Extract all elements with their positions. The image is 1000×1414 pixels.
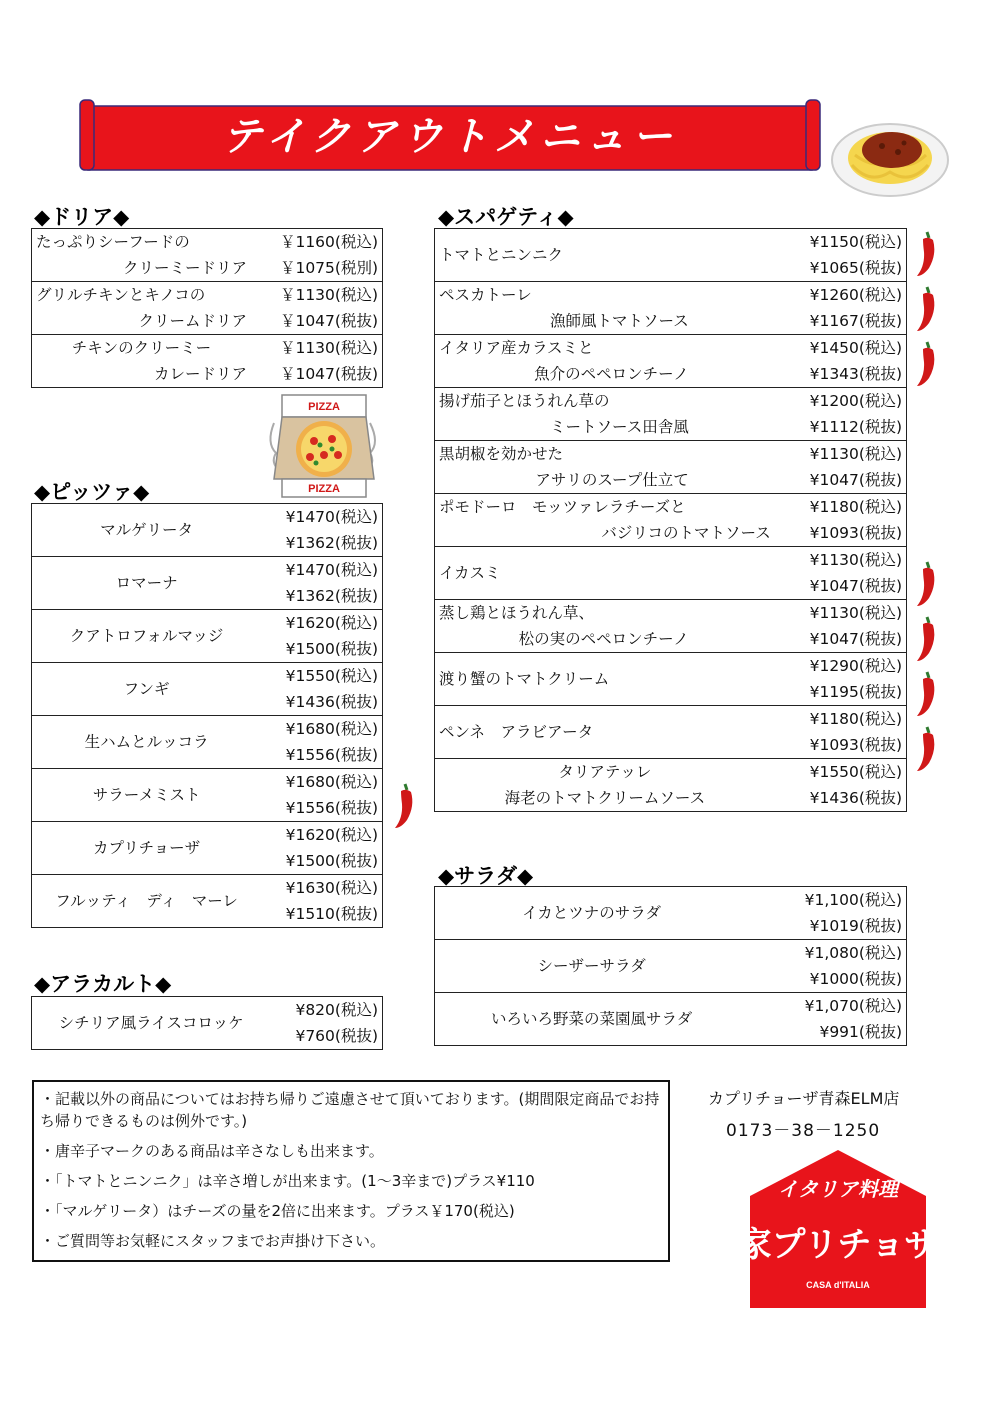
- table-row: [435, 494, 907, 521]
- item-price: ¥1,100(税込): [804, 891, 902, 909]
- table-row: [435, 600, 907, 627]
- table-row: [32, 557, 383, 584]
- item-price: ¥1550(税込): [285, 667, 378, 685]
- table-row: [435, 414, 907, 441]
- item-name: 生ハムとルッコラ: [32, 716, 262, 769]
- table-row: [32, 255, 383, 282]
- chili-pepper-icon: [393, 782, 415, 830]
- table-row: [32, 610, 383, 637]
- table-row: [435, 887, 907, 914]
- item-price: ¥1680(税込): [285, 773, 378, 791]
- item-price: ￥1047(税抜): [279, 365, 378, 383]
- item-name: イカとツナのサラダ: [435, 887, 749, 940]
- item-price: ¥1150(税込): [809, 233, 902, 251]
- item-price: ¥1362(税抜): [261, 583, 382, 610]
- item-price: ¥1130(税込): [809, 445, 902, 463]
- page-title: テイクアウトメニュー: [222, 114, 678, 160]
- table-row: [435, 467, 907, 494]
- item-price: ￥1130(税込): [279, 339, 378, 357]
- table-row: [435, 441, 907, 468]
- item-price: ¥1500(税抜): [261, 848, 382, 875]
- section-pizza: ◆ピッツァ◆: [34, 480, 150, 504]
- item-price: ¥1556(税抜): [261, 795, 382, 822]
- note-line: ・「トマトとニンニク」は辛さ増しが出来ます。(1～3辛まで)プラス¥110: [40, 1172, 535, 1190]
- item-name: ミートソース田舎風: [435, 414, 775, 441]
- alacarte-table: [31, 996, 383, 1050]
- item-price: ¥1470(税込): [285, 508, 378, 526]
- table-row: [32, 997, 383, 1024]
- pizza-box-icon: [262, 393, 384, 501]
- item-price: ¥1436(税抜): [809, 789, 902, 807]
- chili-pepper-icon: [915, 285, 937, 333]
- item-name: シーザーサラダ: [435, 940, 749, 993]
- item-name: フンギ: [32, 663, 262, 716]
- item-name: カプリチョーザ: [32, 822, 262, 875]
- item-price: ¥1130(税込): [809, 551, 902, 569]
- item-price: ¥1,070(税込): [804, 997, 902, 1015]
- spaghetti-table: [434, 228, 907, 812]
- item-price: ¥1550(税込): [809, 763, 902, 781]
- table-row: [32, 282, 383, 309]
- chili-pepper-icon: [915, 560, 937, 608]
- item-price: ¥1047(税抜): [775, 467, 907, 494]
- logo-top-text: イタリア料理: [778, 1177, 898, 1201]
- item-price: ¥1450(税込): [809, 339, 902, 357]
- section-doria: ◆ドリア◆: [34, 205, 130, 229]
- item-name: グリルチキンとキノコの: [36, 286, 206, 304]
- table-row: [435, 547, 907, 574]
- pizza-box-bottom-label: PIZZA: [308, 483, 340, 495]
- item-name: ロマーナ: [32, 557, 262, 610]
- item-price: ¥1620(税込): [285, 614, 378, 632]
- table-row: [32, 308, 383, 335]
- doria-table: [31, 228, 383, 388]
- item-price: ¥1065(税抜): [775, 255, 907, 282]
- item-price: ¥1362(税抜): [261, 530, 382, 557]
- item-name: 松の実のペペロンチーノ: [435, 626, 775, 653]
- item-price: ￥1130(税込): [279, 286, 378, 304]
- note-line: ・記載以外の商品についてはお持ち帰りご遠慮させて頂いております。(期間限定商品でお持ち帰りできるものは例外です。): [40, 1090, 660, 1130]
- table-row: [32, 663, 383, 690]
- notes-box: [32, 1080, 670, 1262]
- item-price: ¥1680(税込): [285, 720, 378, 738]
- logo-main-text: 家プリチョザ: [737, 1225, 939, 1265]
- table-row: [32, 822, 383, 849]
- table-row: [435, 229, 907, 256]
- item-price: ￥1160(税込): [279, 233, 378, 251]
- item-price: ￥1075(税別): [251, 255, 383, 282]
- table-row: [435, 520, 907, 547]
- item-price: ¥1167(税抜): [775, 308, 907, 335]
- item-price: ¥820(税込): [295, 1001, 378, 1019]
- item-price: ¥1500(税抜): [261, 636, 382, 663]
- item-price: ¥1093(税抜): [775, 520, 907, 547]
- item-name: マルゲリータ: [32, 504, 262, 557]
- table-row: [32, 229, 383, 256]
- salad-table: [434, 886, 907, 1046]
- table-row: [32, 716, 383, 743]
- item-price: ¥1290(税込): [809, 657, 902, 675]
- item-name: クアトロフォルマッジ: [32, 610, 262, 663]
- item-price: ¥1630(税込): [285, 879, 378, 897]
- chili-pepper-icon: [915, 615, 937, 663]
- item-price: ¥1470(税込): [285, 561, 378, 579]
- item-price: ¥1112(税抜): [775, 414, 907, 441]
- item-name: いろいろ野菜の菜園風サラダ: [490, 1010, 693, 1028]
- pizza-table: [31, 503, 383, 928]
- item-price: ¥1343(税抜): [775, 361, 907, 388]
- item-name: トマトとニンニク: [435, 229, 775, 282]
- item-price: ¥1200(税込): [809, 392, 902, 410]
- item-name: チキンのクリーミー: [71, 339, 212, 357]
- shop-name: カプリチョーザ青森ELM店: [708, 1089, 900, 1108]
- item-price: ¥1093(税抜): [775, 732, 907, 759]
- item-name: 揚げ茄子とほうれん草の: [439, 392, 610, 410]
- item-price: ¥1047(税抜): [775, 626, 907, 653]
- table-row: [435, 759, 907, 786]
- item-name: 漁師風トマトソース: [435, 308, 775, 335]
- note-line: ・「マルゲリータ）はチーズの量を2倍に出来ます。プラス￥170(税込): [40, 1202, 515, 1220]
- item-name: 魚介のペペロンチーノ: [435, 361, 775, 388]
- item-name: カレードリア: [153, 365, 247, 383]
- section-spaghetti: ◆スパゲティ◆: [438, 205, 574, 229]
- table-row: [435, 282, 907, 309]
- shop-phone: 0173－38－1250: [726, 1121, 881, 1141]
- table-row: [435, 388, 907, 415]
- note-line: ・ご質問等お気軽にスタッフまでお声掛け下さい。: [40, 1232, 386, 1250]
- item-price: ¥1260(税込): [809, 286, 902, 304]
- item-name: クリームドリア: [32, 308, 251, 335]
- item-name: 海老のトマトクリームソース: [504, 789, 706, 807]
- table-row: [435, 993, 907, 1020]
- item-name: アサリのスープ仕立て: [435, 467, 775, 494]
- item-price: ¥1620(税込): [285, 826, 378, 844]
- table-row: [435, 335, 907, 362]
- pizza-box-top-label: PIZZA: [308, 401, 340, 413]
- section-alacarte: ◆アラカルト◆: [34, 972, 172, 996]
- item-name: 蒸し鶏とほうれん草、: [439, 604, 595, 622]
- spaghetti-plate-icon: [830, 110, 950, 200]
- item-price: ￥1047(税抜): [251, 308, 383, 335]
- item-price: ¥1556(税抜): [261, 742, 382, 769]
- table-row: [435, 940, 907, 967]
- item-price: ¥760(税抜): [295, 1027, 378, 1045]
- item-price: ¥1195(税抜): [775, 679, 907, 706]
- table-row: [32, 875, 383, 902]
- item-name: イカスミ: [435, 547, 775, 600]
- table-row: [435, 308, 907, 335]
- section-salad: ◆サラダ◆: [438, 864, 534, 888]
- item-name: バジリコのトマトソース: [435, 520, 775, 547]
- table-row: [435, 626, 907, 653]
- item-price: ¥1510(税抜): [285, 905, 378, 923]
- table-row: [435, 785, 907, 812]
- item-price: ¥1130(税込): [809, 604, 902, 622]
- item-name: たっぷりシーフードの: [36, 233, 190, 251]
- item-name: タリアテッレ: [558, 763, 652, 781]
- item-name: シチリア風ライスコロッケ: [58, 1014, 244, 1032]
- item-price: ¥1000(税抜): [748, 966, 906, 993]
- item-name: フルッティ ディ マーレ: [55, 892, 238, 910]
- item-price: ¥1019(税抜): [748, 913, 906, 940]
- table-row: [435, 706, 907, 733]
- chili-pepper-icon: [915, 230, 937, 278]
- table-row: [32, 335, 383, 362]
- item-price: ¥991(税抜): [819, 1023, 902, 1041]
- item-name: 黒胡椒を効かせた: [439, 445, 564, 463]
- table-row: [32, 769, 383, 796]
- logo-sub-text: CASA d'ITALIA: [806, 1280, 870, 1290]
- item-price: ¥1047(税抜): [775, 573, 907, 600]
- item-price: ¥1180(税込): [809, 498, 902, 516]
- table-row: [32, 504, 383, 531]
- item-price: ¥1,080(税込): [804, 944, 902, 962]
- table-row: [435, 361, 907, 388]
- shop-logo: [737, 1150, 939, 1308]
- item-price: ¥1180(税込): [809, 710, 902, 728]
- item-price: ¥1436(税抜): [261, 689, 382, 716]
- item-name: ペスカトーレ: [439, 286, 532, 304]
- chili-pepper-icon: [915, 725, 937, 773]
- item-name: ペンネ アラビアータ: [435, 706, 775, 759]
- item-name: サラーメミスト: [32, 769, 262, 822]
- table-row: [32, 361, 383, 388]
- chili-pepper-icon: [915, 340, 937, 388]
- item-name: イタリア産カラスミと: [439, 339, 594, 357]
- item-name: 渡り蟹のトマトクリーム: [435, 653, 775, 706]
- table-row: [435, 653, 907, 680]
- item-name: クリーミードリア: [32, 255, 251, 282]
- item-name: ポモドーロ モッツァレラチーズと: [439, 498, 686, 516]
- note-line: ・唐辛子マークのある商品は辛さなしも出来ます。: [40, 1142, 384, 1160]
- chili-pepper-icon: [915, 670, 937, 718]
